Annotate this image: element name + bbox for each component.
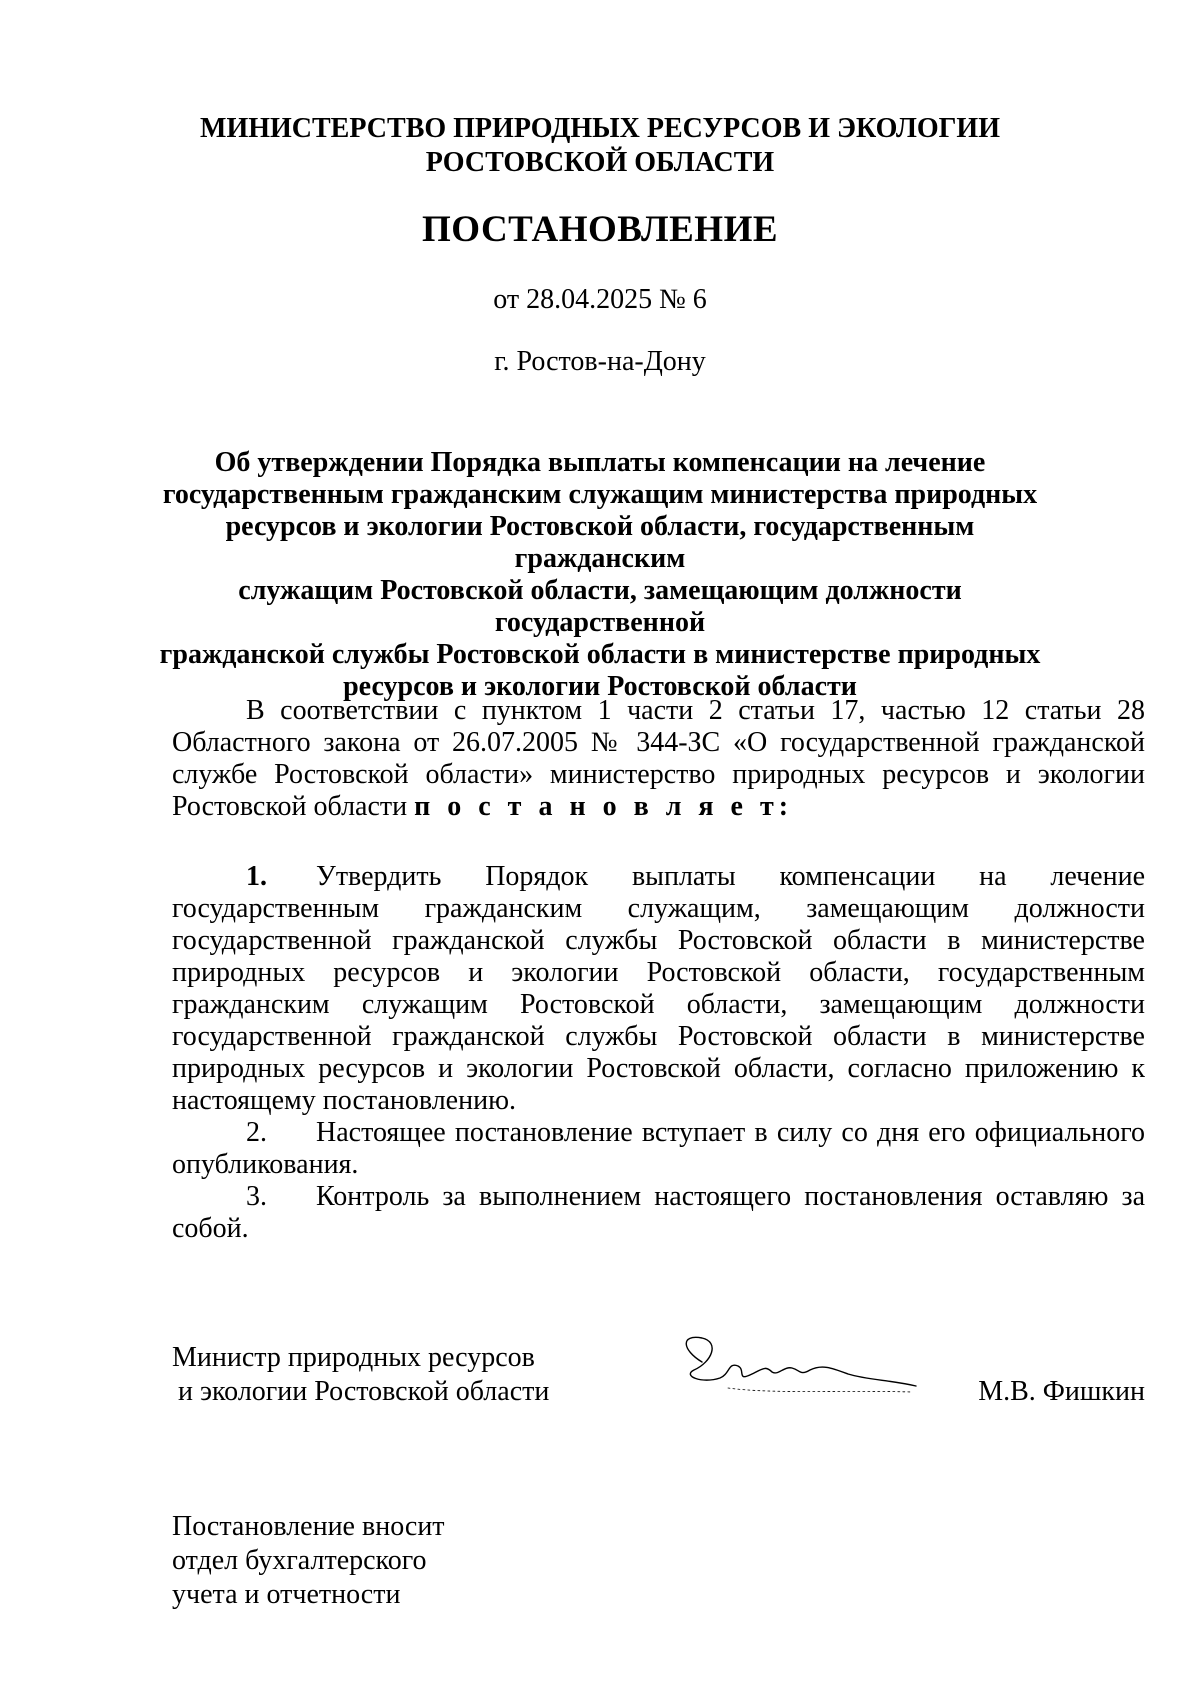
document-type: ПОСТАНОВЛЕНИЕ — [421, 209, 779, 250]
preamble-text: В соответствии с пунктом 1 части 2 статьи 17, частью 12 статьи 28 Областного закона от 26.07.2005 № 344-ЗС «О государственной гражданской службе Ростовской области» министерство природных ресурсов и экологии Ростовской области — [172, 695, 1145, 822]
title-line: гражданской службы Ростовской области в министерстве природных — [159, 639, 1041, 670]
organization-line-1: МИНИСТЕРСТВО ПРИРОДНЫХ РЕСУРСОВ И ЭКОЛОГИИ — [200, 113, 1000, 144]
organization-line-2: РОСТОВСКОЙ ОБЛАСТИ — [425, 147, 775, 178]
document-title — [150, 447, 1050, 703]
submitter-line: учета и отчетности — [172, 1579, 401, 1610]
point-number: 1. — [246, 861, 267, 892]
signer-position-line-2: и экологии Ростовской области — [178, 1376, 550, 1407]
point-text: Утвердить Порядок выплаты компенсации на лечение государственным гражданским служащим, замещающим должности государственной гражданской службы Ростовской области в министерстве природных ресурсов и экологии Ростовской области, государственным гражданским служащим Ростовской области, замещающим должности государственной гражданской службы Ростовской области в министерстве природных ресурсов и экологии Ростовской области, согласно приложению к настоящему постановлению. — [172, 861, 1145, 1116]
title-line: государственным гражданским служащим министерства природных — [162, 479, 1038, 510]
title-line: ресурсов и экологии Ростовской области — [343, 671, 857, 702]
point-text: Контроль за выполнением настоящего постановления оставляю за собой. — [172, 1181, 1145, 1244]
signer-position-line-1: Министр природных ресурсов — [172, 1342, 535, 1373]
point-3 — [172, 1181, 1145, 1245]
organization-header — [0, 112, 1200, 180]
preamble-paragraph — [172, 695, 1145, 823]
title-line: служащим Ростовской области, замещающим должности государственной — [238, 575, 962, 638]
decree-word: п о с т а н о в л я е т: — [414, 791, 794, 822]
title-line: Об утверждении Порядка выплаты компенсации на лечение — [214, 447, 986, 478]
handwritten-signature-icon — [672, 1332, 942, 1412]
point-text: Настоящее постановление вступает в силу со дня его официального опубликования. — [172, 1117, 1145, 1180]
document-city: г. Ростов-на-Дону — [494, 346, 706, 377]
point-number: 3. — [246, 1181, 267, 1212]
point-1 — [172, 861, 1145, 1117]
submitter-line: отдел бухгалтерского — [172, 1545, 427, 1576]
document-date-number: от 28.04.2025 № 6 — [493, 284, 707, 315]
point-number: 2. — [246, 1117, 267, 1148]
submitter-note — [172, 1510, 445, 1612]
signer-position — [172, 1341, 549, 1409]
submitter-line: Постановление вносит — [172, 1511, 445, 1542]
title-line: ресурсов и экологии Ростовской области, государственным гражданским — [225, 511, 975, 574]
signer-name: М.В. Фишкин — [978, 1376, 1145, 1407]
point-2 — [172, 1117, 1145, 1181]
